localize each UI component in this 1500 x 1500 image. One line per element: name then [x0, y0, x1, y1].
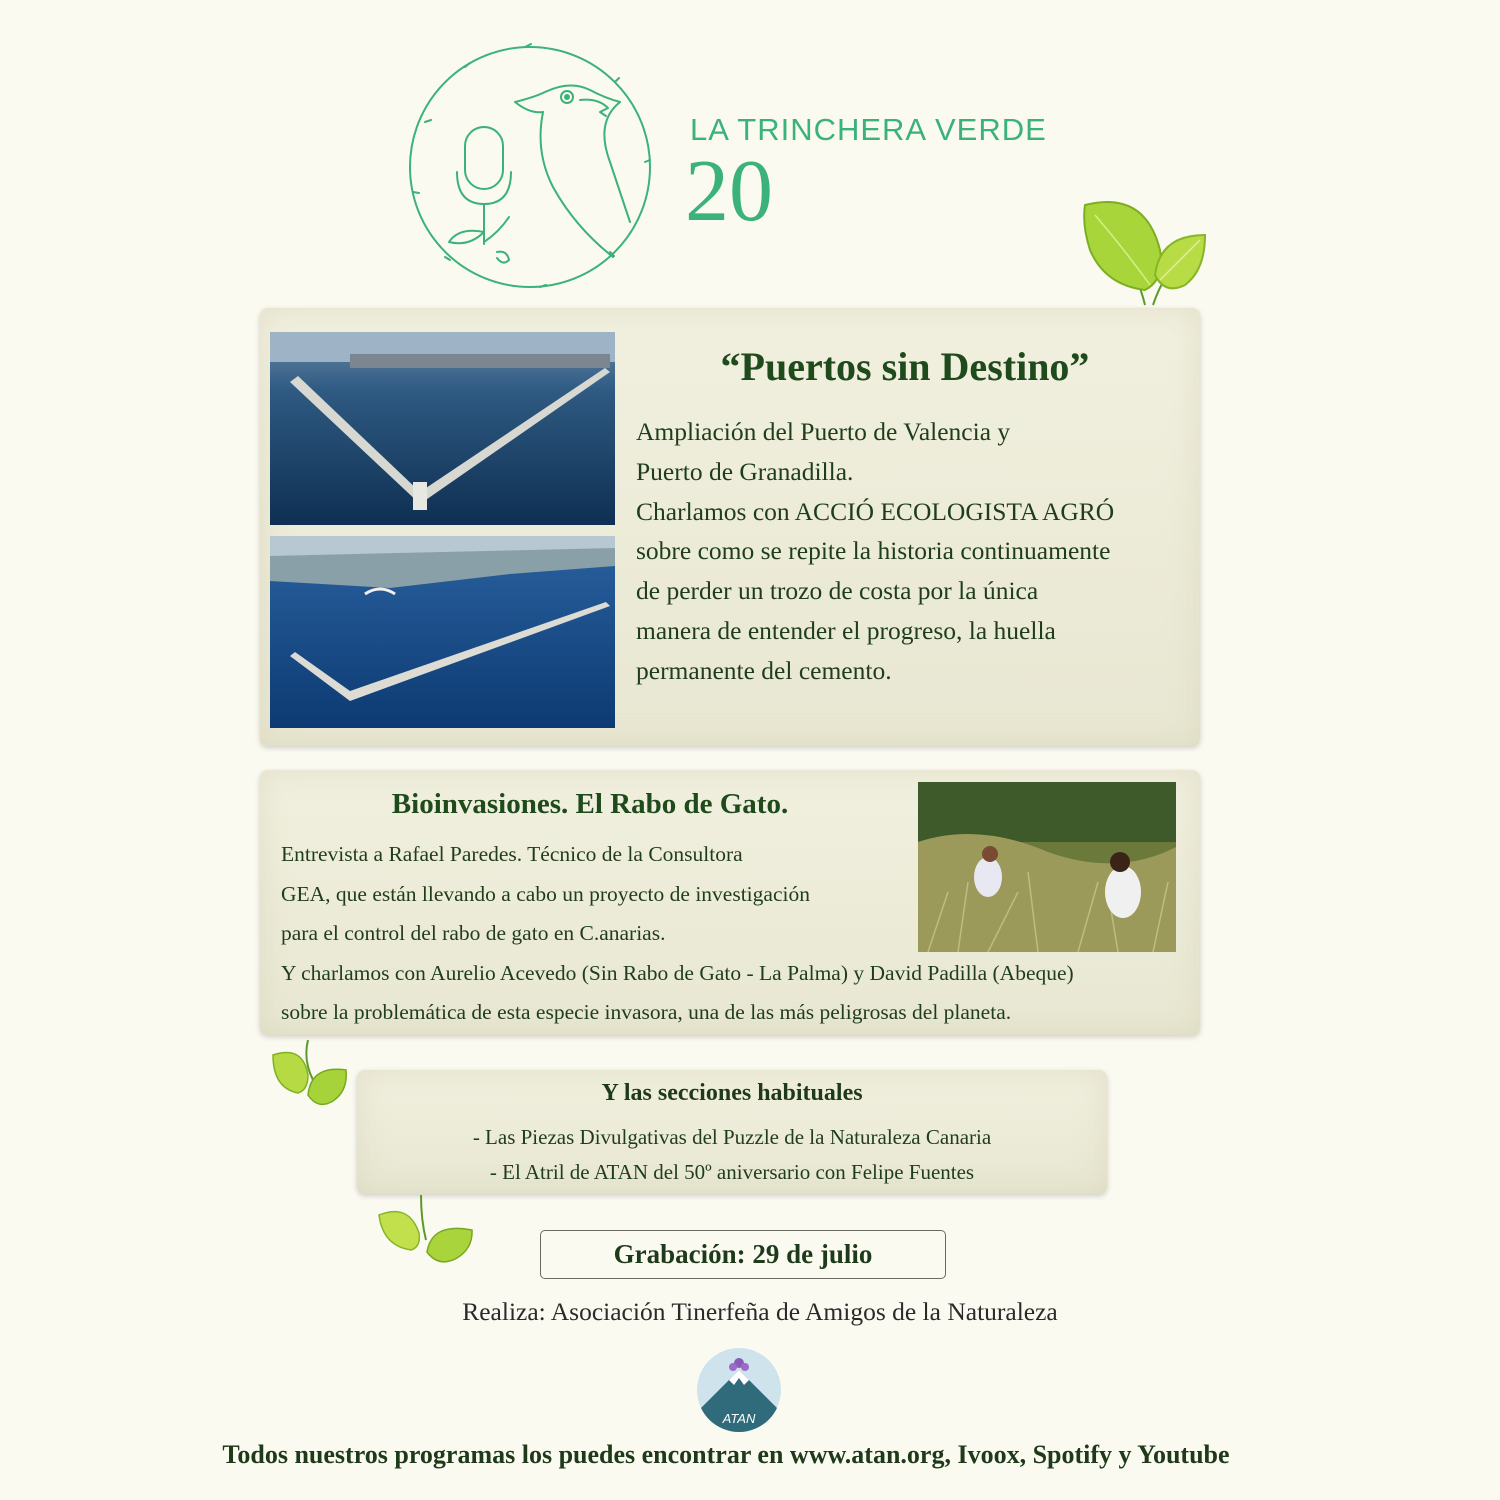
- section-bioinvasion-body: [281, 835, 1196, 1033]
- atan-logo-text: ATAN: [722, 1411, 756, 1426]
- body-line: sobre como se repite la historia continuamente: [636, 536, 1111, 566]
- body-line: Charlamos con ACCIÓ ECOLOGISTA AGRÓ: [636, 496, 1115, 526]
- list-item: - Las Piezas Divulgativas del Puzzle de la Naturaleza Canaria: [472, 1125, 992, 1149]
- body-line: para el control del rabo de gato en C.anarias.: [281, 921, 666, 945]
- list-item: - El Atril de ATAN del 50º aniversario con Felipe Fuentes: [489, 1160, 975, 1184]
- trinchera-verde-logo: [405, 42, 655, 292]
- episode-number: 20: [685, 143, 773, 240]
- body-line: de perder un trozo de costa por la única: [636, 576, 1039, 606]
- body-line: GEA, que están llevando a cabo un proyecto de investigación: [281, 881, 810, 906]
- granadilla-port-photo: [270, 536, 615, 728]
- section-regular-title: Y las secciones habituales: [601, 1080, 863, 1106]
- body-line: permanente del cemento.: [636, 655, 892, 685]
- recording-date-badge: Grabación: 29 de julio: [540, 1230, 946, 1279]
- valencia-port-photo: [270, 332, 615, 525]
- leaves-decoration-icon: [376, 1195, 476, 1267]
- section-bioinvasion-title: Bioinvasiones. El Rabo de Gato.: [391, 788, 789, 820]
- body-line: Y charlamos con Aurelio Acevedo (Sin Rabo de Gato - La Palma) y David Padilla (Abeque): [281, 960, 1074, 985]
- body-line: sobre la problemática de esta especie invasora, una de las más peligrosas del planeta.: [281, 1000, 1012, 1024]
- brand-title: LA TRINCHERA VERDE: [690, 112, 1047, 147]
- section-ports-body: [636, 412, 1196, 691]
- body-line: Ampliación del Puerto de Valencia y: [636, 417, 1011, 446]
- atan-logo: [694, 1345, 784, 1435]
- body-line: Puerto de Granadilla.: [636, 456, 854, 486]
- producer-credit: Realiza: Asociación Tinerfeña de Amigos de la Naturaleza: [462, 1297, 1058, 1326]
- section-regular-list: [357, 1120, 1107, 1190]
- leaves-decoration-icon: [1075, 195, 1210, 310]
- section-ports-title: “Puertos sin Destino”: [720, 344, 1090, 389]
- body-line: Entrevista a Rafael Paredes. Técnico de la Consultora: [281, 842, 743, 866]
- body-line: manera de entender el progreso, la huella: [636, 615, 1056, 645]
- footer-note: Todos nuestros programas los puedes encontrar en www.atan.org, Ivoox, Spotify y Youtube: [222, 1440, 1230, 1469]
- leaves-decoration-icon: [268, 1040, 350, 1108]
